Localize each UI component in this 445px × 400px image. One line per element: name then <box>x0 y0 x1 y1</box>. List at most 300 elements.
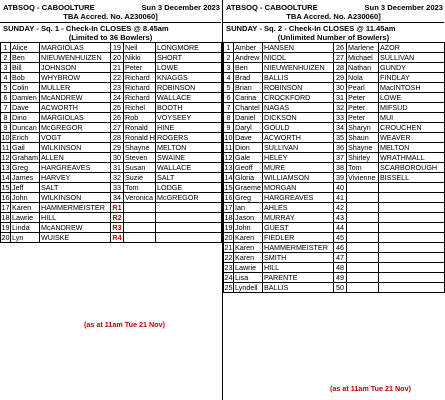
entry-number: 35 <box>334 133 347 143</box>
first-name: Peter <box>124 63 156 73</box>
entry-number: 16 <box>224 193 233 202</box>
entry-number: 17 <box>1 203 10 212</box>
table-row <box>1 203 222 213</box>
entry-number: 21 <box>111 63 124 73</box>
surname <box>379 243 445 253</box>
entry-number: 3 <box>224 63 234 73</box>
entry-number: 6 <box>224 93 234 103</box>
table-row <box>224 73 445 83</box>
first-name <box>124 223 156 233</box>
surname <box>379 283 445 293</box>
entry-number: 43 <box>334 213 347 223</box>
entry-number: 8 <box>224 113 234 123</box>
surname <box>379 203 445 213</box>
table-row <box>224 103 445 113</box>
entry-number: 18 <box>224 213 233 222</box>
entry-number: 1 <box>1 43 11 53</box>
first-name: Shaun <box>347 133 379 143</box>
table-row <box>224 253 445 263</box>
surname: GUEST <box>263 223 334 233</box>
surname: MURE <box>263 163 334 173</box>
entry-number: 8 <box>1 113 11 123</box>
surname: LODGE <box>156 183 222 193</box>
table-row <box>224 63 445 73</box>
entry-number: 7 <box>1 103 11 113</box>
table-row <box>224 53 445 63</box>
surname: SULLIVAN <box>263 143 334 153</box>
surname: WRATHMALL <box>379 153 445 163</box>
surname: NICOL <box>263 53 334 63</box>
surname <box>379 183 445 193</box>
table-row <box>1 113 222 123</box>
entry-number: 18 <box>1 213 10 222</box>
first-name: Ian <box>234 203 263 213</box>
surname: WUISKE <box>40 233 111 243</box>
table-row <box>224 243 445 253</box>
entry-number: R3 <box>112 223 122 232</box>
surname: JOHNSON <box>40 63 111 73</box>
surname: ACWORTH <box>263 133 334 143</box>
entry-number: 34 <box>334 123 347 133</box>
first-name: Tom <box>347 163 379 173</box>
first-name <box>124 233 156 243</box>
first-name <box>347 193 379 203</box>
event-date: Sun 3 December 2023 <box>364 3 443 12</box>
entry-number: 13 <box>1 163 10 172</box>
first-name: Lawrie <box>234 263 263 273</box>
surname <box>156 233 222 243</box>
surname: FINDLAY <box>379 73 445 83</box>
first-name: Veronica <box>124 193 156 203</box>
first-name: Nathan <box>347 63 379 73</box>
surname: GOULD <box>263 123 334 133</box>
surname: LOWE <box>379 93 445 103</box>
entry-number: 37 <box>334 153 347 163</box>
table-row <box>224 153 445 163</box>
table-row <box>1 83 222 93</box>
first-name: Richard <box>124 73 156 83</box>
sheet-sq2 <box>223 0 444 400</box>
table-row <box>224 133 445 143</box>
surname: McANDREW <box>40 223 111 233</box>
first-name: Richard <box>124 93 156 103</box>
entry-number: 28 <box>111 133 124 143</box>
entry-number: 20 <box>111 53 124 63</box>
table-row <box>224 43 445 53</box>
entry-number: 27 <box>111 123 124 133</box>
first-name: Geoff <box>234 163 263 173</box>
entry-number: 16 <box>1 193 10 202</box>
surname: HAMMERMEISTER <box>40 203 111 213</box>
entry-number: 4 <box>1 73 11 83</box>
surname: GUNDY <box>379 63 445 73</box>
surname: BALLIS <box>263 283 334 293</box>
first-name: Brian <box>234 83 263 93</box>
session-limit: (Limited to 36 Bowlers) <box>68 33 153 42</box>
entry-number: 2 <box>1 53 11 63</box>
entry-number: 24 <box>111 93 124 103</box>
surname: SMITH <box>263 253 334 263</box>
surname: SCARBOROUGH <box>379 163 445 173</box>
entry-number: 31 <box>111 163 124 173</box>
first-name: Lisa <box>234 273 263 283</box>
surname: MELTON <box>156 143 222 153</box>
first-name <box>347 283 379 293</box>
first-name <box>347 243 379 253</box>
first-name: Rob <box>124 113 156 123</box>
surname: HARGREAVES <box>40 163 111 173</box>
first-name: Peter <box>347 103 379 113</box>
surname: MORGAN <box>263 183 334 193</box>
entry-number: 3 <box>1 63 11 73</box>
first-name: Gloria <box>234 173 263 183</box>
first-name: Ronald <box>124 123 156 133</box>
surname: WILKINSON <box>40 143 111 153</box>
accreditation: TBA Accred. No. A230060] <box>63 12 158 21</box>
surname: BISSELL <box>379 173 445 183</box>
first-name <box>124 203 156 213</box>
entry-number: 17 <box>224 203 233 212</box>
surname: HARVEY <box>40 173 111 183</box>
table-row <box>224 83 445 93</box>
first-name: Amber <box>234 43 263 53</box>
first-name: Ben <box>234 63 263 73</box>
first-name: Erich <box>11 133 40 143</box>
entry-number: 15 <box>224 183 233 192</box>
first-name: Nola <box>347 73 379 83</box>
first-name: Karen <box>234 243 263 253</box>
entry-number: 49 <box>334 273 347 283</box>
table-row <box>1 143 222 153</box>
first-name: Linda <box>11 223 40 233</box>
entry-number: 50 <box>334 283 347 293</box>
surname: MULLER <box>40 83 111 93</box>
surname: WILKINSON <box>40 193 111 203</box>
table-row <box>224 173 445 183</box>
surname: SALT <box>156 173 222 183</box>
first-name: Karen <box>11 203 40 213</box>
first-name: Lyndell <box>234 283 263 293</box>
first-name: Greg <box>234 193 263 203</box>
surname: AHLES <box>263 203 334 213</box>
first-name: James <box>11 173 40 183</box>
entry-number: 20 <box>1 233 10 242</box>
first-name: Brad <box>234 73 263 83</box>
surname: WHYBROW <box>40 73 111 83</box>
entry-number: 6 <box>1 93 11 103</box>
first-name: Alice <box>11 43 40 53</box>
first-name: Nikki <box>124 53 156 63</box>
entry-number: 12 <box>1 153 10 162</box>
surname: CROUCHEN <box>379 123 445 133</box>
surname: McGREGOR <box>156 193 222 203</box>
surname: MIFSUD <box>379 103 445 113</box>
session-title: SUNDAY - Sq. 1 - Check-In CLOSES @ 8.45am <box>3 24 169 33</box>
first-name: Dave <box>11 103 40 113</box>
first-name: Duncan <box>11 123 40 133</box>
table-row <box>224 233 445 243</box>
surname: HANSEN <box>263 43 334 53</box>
table-row <box>224 193 445 203</box>
table-row <box>224 223 445 233</box>
surname: MARGIOLAS <box>40 43 111 53</box>
first-name <box>347 183 379 193</box>
table-row <box>1 153 222 163</box>
surname: FIEDLER <box>263 233 334 243</box>
surname: ALLEN <box>40 153 111 163</box>
entry-number: 48 <box>334 263 347 273</box>
surname: NIEUWENHUIZEN <box>40 53 111 63</box>
entry-number: 34 <box>111 193 124 203</box>
first-name: Carina <box>234 93 263 103</box>
surname: HARGREAVES <box>263 193 334 203</box>
entry-number: R4 <box>112 233 122 242</box>
club-title: ATBSOQ - CABOOLTURE <box>3 3 95 12</box>
table-row <box>224 283 445 293</box>
first-name: Daryl <box>234 123 263 133</box>
surname: SHORT <box>156 53 222 63</box>
entry-number: 9 <box>1 123 11 133</box>
sheet-sq1 <box>0 0 221 400</box>
entry-number: R2 <box>112 213 122 222</box>
surname: WALLACE <box>156 93 222 103</box>
table-row <box>1 173 222 183</box>
first-name: Lawrie <box>11 213 40 223</box>
update-note: (as at 11am Tue 21 Nov) <box>84 320 165 329</box>
entry-number: 46 <box>334 243 347 253</box>
first-name: Vivienne <box>347 173 379 183</box>
table-row <box>224 213 445 223</box>
first-name: Colin <box>11 83 40 93</box>
surname <box>156 223 222 233</box>
entry-number: 32 <box>111 173 124 183</box>
surname: ROGERS <box>156 133 222 143</box>
entries-table <box>223 42 445 293</box>
divider <box>0 22 221 23</box>
table-row <box>224 263 445 273</box>
first-name: Marlene <box>347 43 379 53</box>
first-name: Pearl <box>347 83 379 93</box>
first-name <box>347 223 379 233</box>
entry-number: 33 <box>334 113 347 123</box>
table-row <box>1 193 222 203</box>
surname <box>379 233 445 243</box>
first-name: Peter <box>347 113 379 123</box>
table-row <box>1 93 222 103</box>
surname: NAGAS <box>263 103 334 113</box>
entry-number: 29 <box>111 143 124 153</box>
first-name: Sharyn <box>347 123 379 133</box>
table-row <box>1 103 222 113</box>
table-row <box>1 233 222 243</box>
entry-number: 27 <box>334 53 347 63</box>
entry-number: 28 <box>334 63 347 73</box>
first-name <box>347 233 379 243</box>
entry-number: R1 <box>112 203 122 212</box>
table-row <box>1 63 222 73</box>
entries-table <box>0 42 222 243</box>
first-name: Graham <box>12 153 38 162</box>
first-name: Shayne <box>347 143 379 153</box>
entry-number: 36 <box>334 143 347 153</box>
entry-number: 19 <box>1 223 10 232</box>
entry-number: 25 <box>111 103 124 113</box>
first-name: Susan <box>124 163 156 173</box>
entry-number: 19 <box>111 43 124 53</box>
first-name: Richel <box>124 103 156 113</box>
table-row <box>224 93 445 103</box>
entries-body <box>224 43 445 293</box>
entry-number: 2 <box>224 53 234 63</box>
first-name: Gail <box>11 143 40 153</box>
surname <box>156 203 222 213</box>
table-row <box>224 183 445 193</box>
event-date: Sun 3 December 2023 <box>141 3 220 12</box>
surname: ACWORTH <box>40 103 111 113</box>
surname: HINE <box>156 123 222 133</box>
first-name: Shayne <box>124 143 156 153</box>
entry-number: 24 <box>224 273 233 282</box>
surname: McANDREW <box>40 93 111 103</box>
entry-number: 26 <box>334 43 347 53</box>
first-name: Ronald H <box>125 133 155 142</box>
first-name: Dino <box>11 113 40 123</box>
surname: KNAGGS <box>156 73 222 83</box>
surname: AZOR <box>379 43 445 53</box>
surname: HILL <box>40 213 111 223</box>
surname: HELEY <box>263 153 334 163</box>
first-name: Michael <box>347 53 379 63</box>
entry-number: 45 <box>334 233 347 243</box>
entry-number: 29 <box>334 73 347 83</box>
surname: MUI <box>379 113 445 123</box>
entry-number: 4 <box>224 73 234 83</box>
surname <box>379 253 445 263</box>
first-name: John <box>234 223 263 233</box>
table-row <box>224 123 445 133</box>
entry-number: 20 <box>224 233 233 242</box>
table-row <box>224 163 445 173</box>
entry-number: 26 <box>111 113 124 123</box>
entry-number: 9 <box>224 123 234 133</box>
first-name: Peter <box>347 93 379 103</box>
entry-number: 33 <box>111 183 124 193</box>
surname <box>379 223 445 233</box>
surname: WALLACE <box>156 163 222 173</box>
first-name: Damien <box>11 93 40 103</box>
entry-number: 10 <box>224 133 233 142</box>
entry-number: 23 <box>111 83 124 93</box>
surname: CROCKFORD <box>263 93 334 103</box>
surname: VOGT <box>40 133 111 143</box>
first-name: Bill <box>11 63 40 73</box>
entry-number: 14 <box>1 173 10 182</box>
table-row <box>1 133 222 143</box>
first-name: Lyn <box>11 233 40 243</box>
first-name: Daniel <box>234 113 263 123</box>
first-name: Neil <box>124 43 156 53</box>
club-title: ATBSOQ - CABOOLTURE <box>226 3 318 12</box>
table-row <box>1 43 222 53</box>
surname: BOOTH <box>156 103 222 113</box>
first-name <box>347 273 379 283</box>
entry-number: 11 <box>224 143 233 152</box>
table-row <box>1 73 222 83</box>
surname: SWAINE <box>156 153 222 163</box>
first-name: Jeff <box>11 183 40 193</box>
surname: MacINTOSH <box>379 83 445 93</box>
first-name: Graeme <box>235 183 261 192</box>
surname: ROBINSON <box>156 83 222 93</box>
entry-number: 44 <box>334 223 347 233</box>
entry-number: 5 <box>224 83 234 93</box>
entry-number: 42 <box>334 203 347 213</box>
divider <box>223 22 444 23</box>
first-name <box>347 253 379 263</box>
first-name: Steven <box>124 153 156 163</box>
entry-number: 12 <box>224 153 233 162</box>
first-name <box>347 213 379 223</box>
entry-number: 21 <box>224 243 233 252</box>
entry-number: 41 <box>334 193 347 203</box>
surname <box>156 213 222 223</box>
table-row <box>224 143 445 153</box>
entry-number: 40 <box>334 183 347 193</box>
first-name: Dion <box>234 143 263 153</box>
entry-number: 1 <box>224 43 234 53</box>
session-limit: (Unlimited Number of Bowlers) <box>277 33 390 42</box>
first-name: Karen <box>234 233 263 243</box>
entry-number: 13 <box>224 163 233 172</box>
surname: WEAVER <box>379 133 445 143</box>
entry-number: 47 <box>334 253 347 263</box>
first-name: Tom <box>124 183 156 193</box>
surname: HILL <box>263 263 334 273</box>
first-name <box>347 263 379 273</box>
surname <box>379 263 445 273</box>
entry-number: 7 <box>224 103 234 113</box>
surname: LOWE <box>156 63 222 73</box>
surname: DICKSON <box>263 113 334 123</box>
table-row <box>1 53 222 63</box>
surname: LONGMORE <box>156 43 222 53</box>
table-row <box>224 203 445 213</box>
update-note: (as at 11am Tue 21 Nov) <box>330 384 411 393</box>
first-name: Ben <box>11 53 40 63</box>
entry-number: 31 <box>334 93 347 103</box>
surname: BALLIS <box>263 73 334 83</box>
table-row <box>224 273 445 283</box>
surname: SULLIVAN <box>379 53 445 63</box>
entry-number: 30 <box>111 153 124 163</box>
first-name: Chantel <box>234 103 263 113</box>
surname: WILLIAMSON <box>263 173 334 183</box>
entries-body <box>1 43 222 243</box>
first-name: Gale <box>234 153 263 163</box>
first-name: Jason <box>234 213 263 223</box>
entry-number: 39 <box>334 173 347 183</box>
first-name: Dave <box>234 133 263 143</box>
entry-number: 22 <box>224 253 233 262</box>
surname: MURRAY <box>263 213 334 223</box>
entry-number: 32 <box>334 103 347 113</box>
surname: ROBINSON <box>263 83 334 93</box>
surname <box>379 193 445 203</box>
entry-number: 11 <box>1 143 10 152</box>
session-title: SUNDAY - Sq. 2 - Check-In CLOSES @ 11.45am <box>226 24 396 33</box>
surname: HAMMERMEISTER <box>263 243 334 253</box>
table-row <box>1 163 222 173</box>
